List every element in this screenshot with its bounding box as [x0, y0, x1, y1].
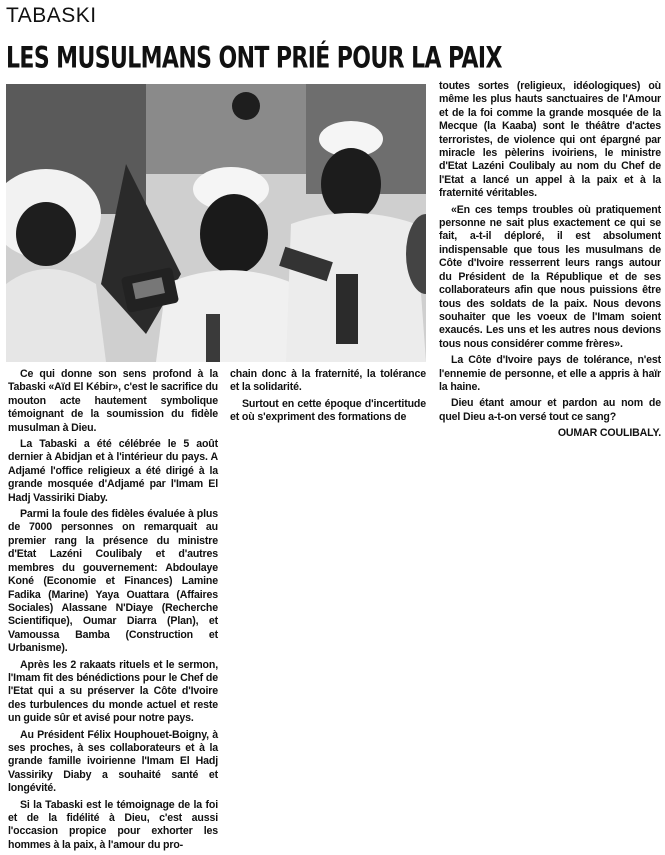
paragraph: Surtout en cette époque d'incertitude et où s'expriment des formations de [230, 397, 426, 424]
paragraph: «En ces temps troubles où pratiquement personne ne sait plus exactement ce qui se fait, a-t-il déploré, il est absolument indispensable que tous les musulmans de Côte d'Ivoire resserrent leurs rangs autour du Président de la République et de ses collaborateurs afin que nous puissions être tous des soldats de la paix. Nous devons souhaiter que les voeux de l'Imam soient exaucés. Les uns et les autres nous devions tous nous considérer comme frères». [439, 203, 661, 350]
article-column-1 [8, 368, 218, 855]
paragraph: Ce qui donne son sens profond à la Tabaski «Aïd El Kébir», c'est le sacrifice du mouton acte hautement symbolique témoignant de la soumission du fidèle musulman à Dieu. [8, 368, 218, 434]
article-photo [6, 84, 426, 362]
article-column-3 [439, 80, 661, 444]
paragraph: Après les 2 rakaats rituels et le sermon, l'Imam fit des bénédictions pour le Chef de l'Etat qui a su préserver la Côte d'Ivoire des turbulences du monde actuel et reste un guide sûr et avisé pour notre pays. [8, 658, 218, 725]
paragraph: La Tabaski a été célébrée le 5 août dernier à Abidjan et à l'intérieur du pays. A Adjamé l'office religieux a été dirigé à la grande mosquée d'Adjamé par l'Imam El Hadj Vassiriki Diaby. [8, 438, 218, 504]
paragraph: chain donc à la fraternité, la tolérance et la solidarité. [230, 368, 426, 394]
headline: LES MUSULMANS ONT PRIÉ POUR LA PAIX [6, 42, 502, 76]
paragraph: Dieu étant amour et pardon au nom de quel Dieu a-t-on versé tout ce sang? [439, 397, 661, 423]
paragraph: toutes sortes (religieux, idéologiques) où même les plus hauts sanctuaires de l'Amour et de la foi comme la grande mosquée de la Mecque (la Kaaba) sont le théâtre d'actes terroristes, de violence qui ont épargné par miracle les pèlerins ivoiriens, le ministre d'Etat Lazéni Coulibaly au nom du Chef de l'Etat a lancé un appel à la paix et à la fraternité véritables. [439, 80, 661, 200]
author-signature: OUMAR COULIBALY. [557, 427, 661, 440]
photo-illustration [6, 84, 426, 362]
paragraph: Parmi la foule des fidèles évaluée à plus de 7000 personnes on remarquait au premier rang la présence du ministre d'Etat Lazéni Coulibaly et d'autres membres du gouvernement: Abdoulaye Koné (Economie et Finances) Lamine Fadika (Marine) Yaya Ouattara (Affaires Sociales) Alassane N'Diaye (Recherche Scientifique), Oumar Diarra (Plan), et Vamoussa Bamba (Construction et Urbanisme). [8, 508, 218, 655]
paragraph: Si la Tabaski est le témoignage de la foi et de la fidélité à Dieu, c'est aussi l'occasion propice pour exhorter les hommes à la paix, à l'amour du pro- [8, 798, 218, 851]
paragraph: La Côte d'Ivoire pays de tolérance, n'est l'ennemie de personne, et elle a appris à haïr la haine. [439, 354, 661, 393]
paragraph: Au Président Félix Houphouet-Boigny, à ses proches, à ses collaborateurs et à la grande famille ivoirienne l'Imam El Hadj Vassiriky Diaby a souhaité santé et longévité. [8, 728, 218, 795]
section-label: TABASKI [6, 4, 97, 27]
article-column-2 [230, 368, 426, 428]
